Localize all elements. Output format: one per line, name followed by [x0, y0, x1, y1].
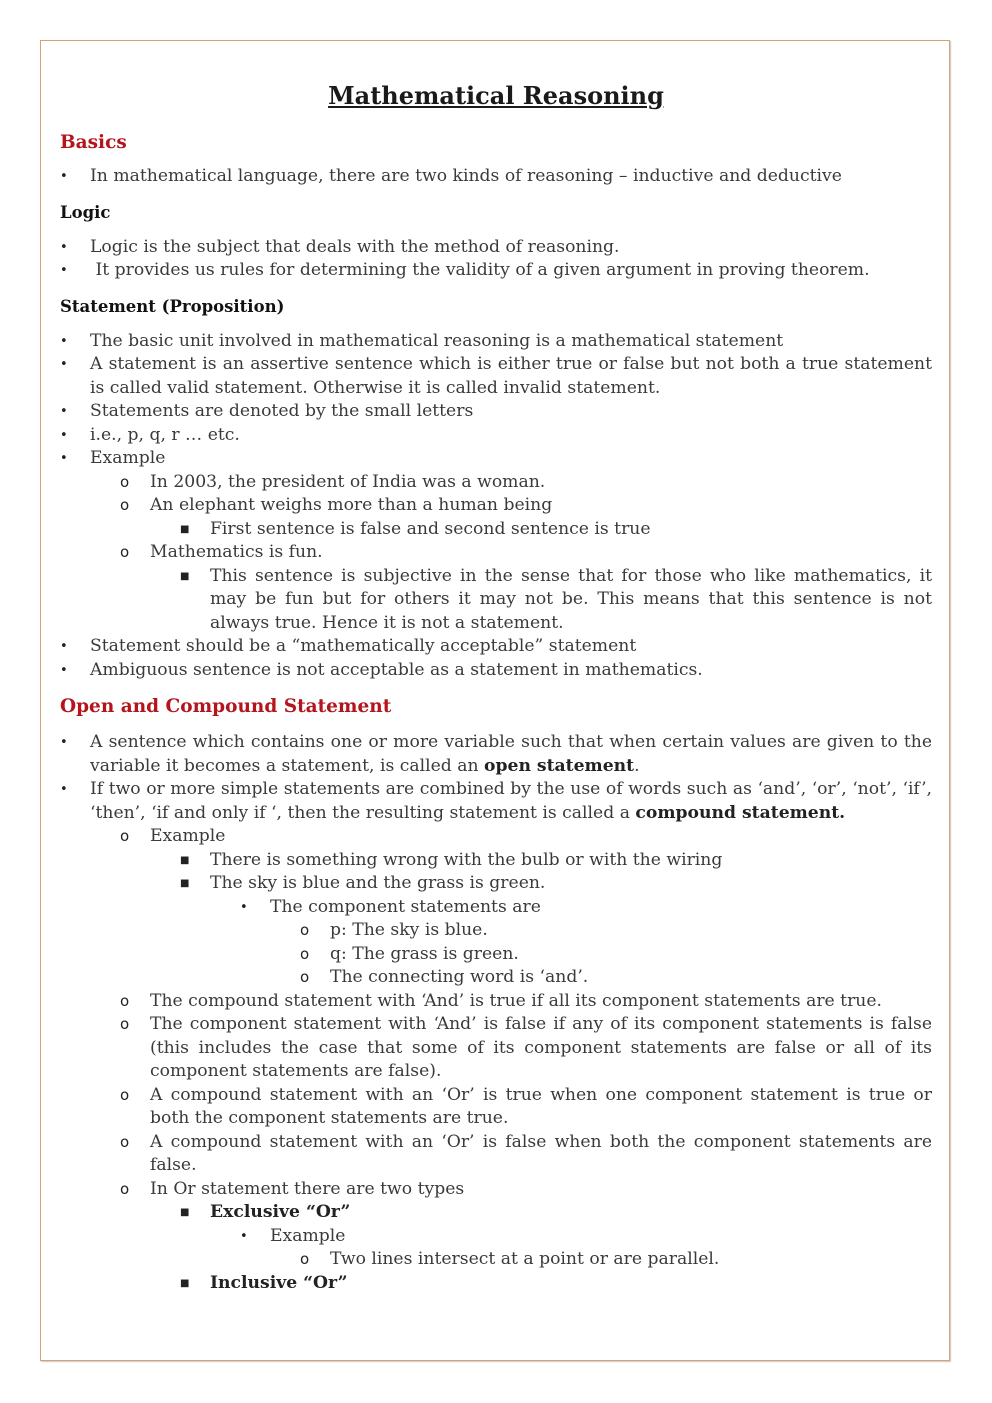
list-item: • Example: [60, 447, 932, 471]
list-item: o The connecting word is ‘and’.: [60, 966, 932, 990]
list-item: • In mathematical language, there are two kinds of reasoning – inductive and deductive: [60, 165, 932, 189]
list-item: • Statements are denoted by the small letters: [60, 400, 932, 424]
term-compound-statement: compound statement.: [635, 802, 846, 823]
list-item: ■ The sky is blue and the grass is green.: [60, 872, 932, 896]
bullet-marker: •: [240, 899, 248, 915]
heading-statement: Statement (Proposition): [60, 296, 285, 316]
list-item: [60, 1201, 932, 1225]
list-item: • i.e., p, q, r … etc.: [60, 424, 932, 448]
list-item: ■ This sentence is subjective in the sense that for those who like mathematics, it may be fun but for others it may not be. This means that this sentence is not always true. Hence it is not a statement.: [180, 565, 932, 633]
circle-marker: o: [120, 1132, 130, 1151]
square-marker: ■: [180, 854, 190, 866]
list-item: o q: The grass is green.: [60, 943, 932, 967]
bullet-marker: •: [60, 239, 68, 255]
list-item: • Ambiguous sentence is not acceptable as a statement in mathematics.: [60, 659, 932, 683]
square-marker: ■: [180, 1277, 190, 1289]
bullet-marker: •: [60, 662, 68, 678]
bullet-marker: •: [60, 333, 68, 349]
list-item: ■ There is something wrong with the bulb or with the wiring: [60, 849, 932, 873]
list-item: o p: The sky is blue.: [60, 919, 932, 943]
list-item: • Example: [60, 1225, 932, 1249]
circle-marker: o: [120, 543, 130, 561]
square-marker: ■: [180, 1207, 190, 1218]
circle-marker: o: [120, 1015, 130, 1033]
document-body: [60, 80, 932, 1295]
term-open-statement: open statement: [484, 755, 635, 776]
page-title: Mathematical Reasoning: [328, 81, 664, 110]
list-item: o The component statement with ‘And’ is false if any of its component statements is false (this includes the case that some of its component statements are false or all of its component statements are false).: [120, 1014, 932, 1081]
list-item: [60, 1272, 932, 1296]
circle-marker: o: [300, 921, 310, 939]
list-item: ■ First sentence is false and second sentence is true: [60, 518, 932, 542]
bullet-marker: •: [60, 451, 68, 466]
list-item: o Two lines intersect at a point or are parallel.: [60, 1248, 932, 1272]
list-item: o In Or statement there are two types: [60, 1178, 932, 1202]
bullet-marker: •: [60, 263, 68, 278]
list-item: o A compound statement with an ‘Or’ is false when both the component statements are false.: [120, 1131, 932, 1175]
term-inclusive-or: Inclusive “Or”: [210, 1272, 348, 1293]
square-marker: ■: [180, 570, 190, 582]
bullet-marker: •: [60, 639, 68, 654]
heading-logic: Logic: [60, 202, 111, 222]
bullet-marker: •: [60, 735, 68, 750]
bullet-marker: •: [60, 427, 68, 443]
square-marker: ■: [180, 878, 190, 889]
circle-marker: o: [120, 991, 130, 1010]
list-item: • A sentence which contains one or more variable such that when certain values are given to the variable it becomes a statement, is called an open statement.: [60, 732, 932, 776]
list-item: o A compound statement with an ‘Or’ is true when one component statement is true or both the component statements are true.: [120, 1084, 932, 1128]
circle-marker: o: [300, 968, 310, 986]
bullet-marker: •: [60, 357, 68, 372]
bullet-marker: •: [60, 404, 68, 419]
circle-marker: o: [300, 1250, 310, 1268]
bullet-marker: •: [60, 169, 68, 184]
circle-marker: o: [120, 1179, 130, 1198]
list-item: o In 2003, the president of India was a woman.: [60, 471, 932, 495]
bullet-marker: •: [240, 1228, 248, 1244]
heading-open-compound: Open and Compound Statement: [60, 696, 392, 717]
list-item: o An elephant weighs more than a human being: [60, 494, 932, 518]
list-item: • Logic is the subject that deals with the method of reasoning.: [60, 236, 932, 260]
list-item: • The basic unit involved in mathematical reasoning is a mathematical statement: [60, 330, 932, 354]
list-item: • The component statements are: [60, 896, 932, 920]
list-item: • It provides us rules for determining the validity of a given argument in proving theorem.: [60, 259, 932, 283]
circle-marker: o: [120, 496, 130, 514]
list-item: o Example: [60, 825, 932, 849]
list-item: • A statement is an assertive sentence which is either true or false but not both a true statement is called valid statement. Otherwise it is called invalid statement.: [60, 354, 932, 398]
list-item: • If two or more simple statements are combined by the use of words such as ‘and’, ‘or’, ‘not’, ‘if’, ‘then’, ‘if and only if ‘, then the resulting statement is called a compound statement.: [60, 779, 932, 823]
square-marker: ■: [180, 523, 190, 535]
circle-marker: o: [120, 472, 130, 491]
circle-marker: o: [120, 1085, 130, 1104]
list-item: o The compound statement with ‘And’ is true if all its component statements are true.: [60, 990, 932, 1014]
heading-basics: Basics: [60, 132, 127, 153]
circle-marker: o: [300, 944, 310, 963]
circle-marker: o: [120, 827, 130, 845]
bullet-marker: •: [60, 782, 68, 797]
list-item: o Mathematics is fun.: [60, 541, 932, 565]
term-exclusive-or: Exclusive “Or”: [210, 1202, 351, 1222]
list-item: • Statement should be a “mathematically acceptable” statement: [60, 635, 932, 659]
